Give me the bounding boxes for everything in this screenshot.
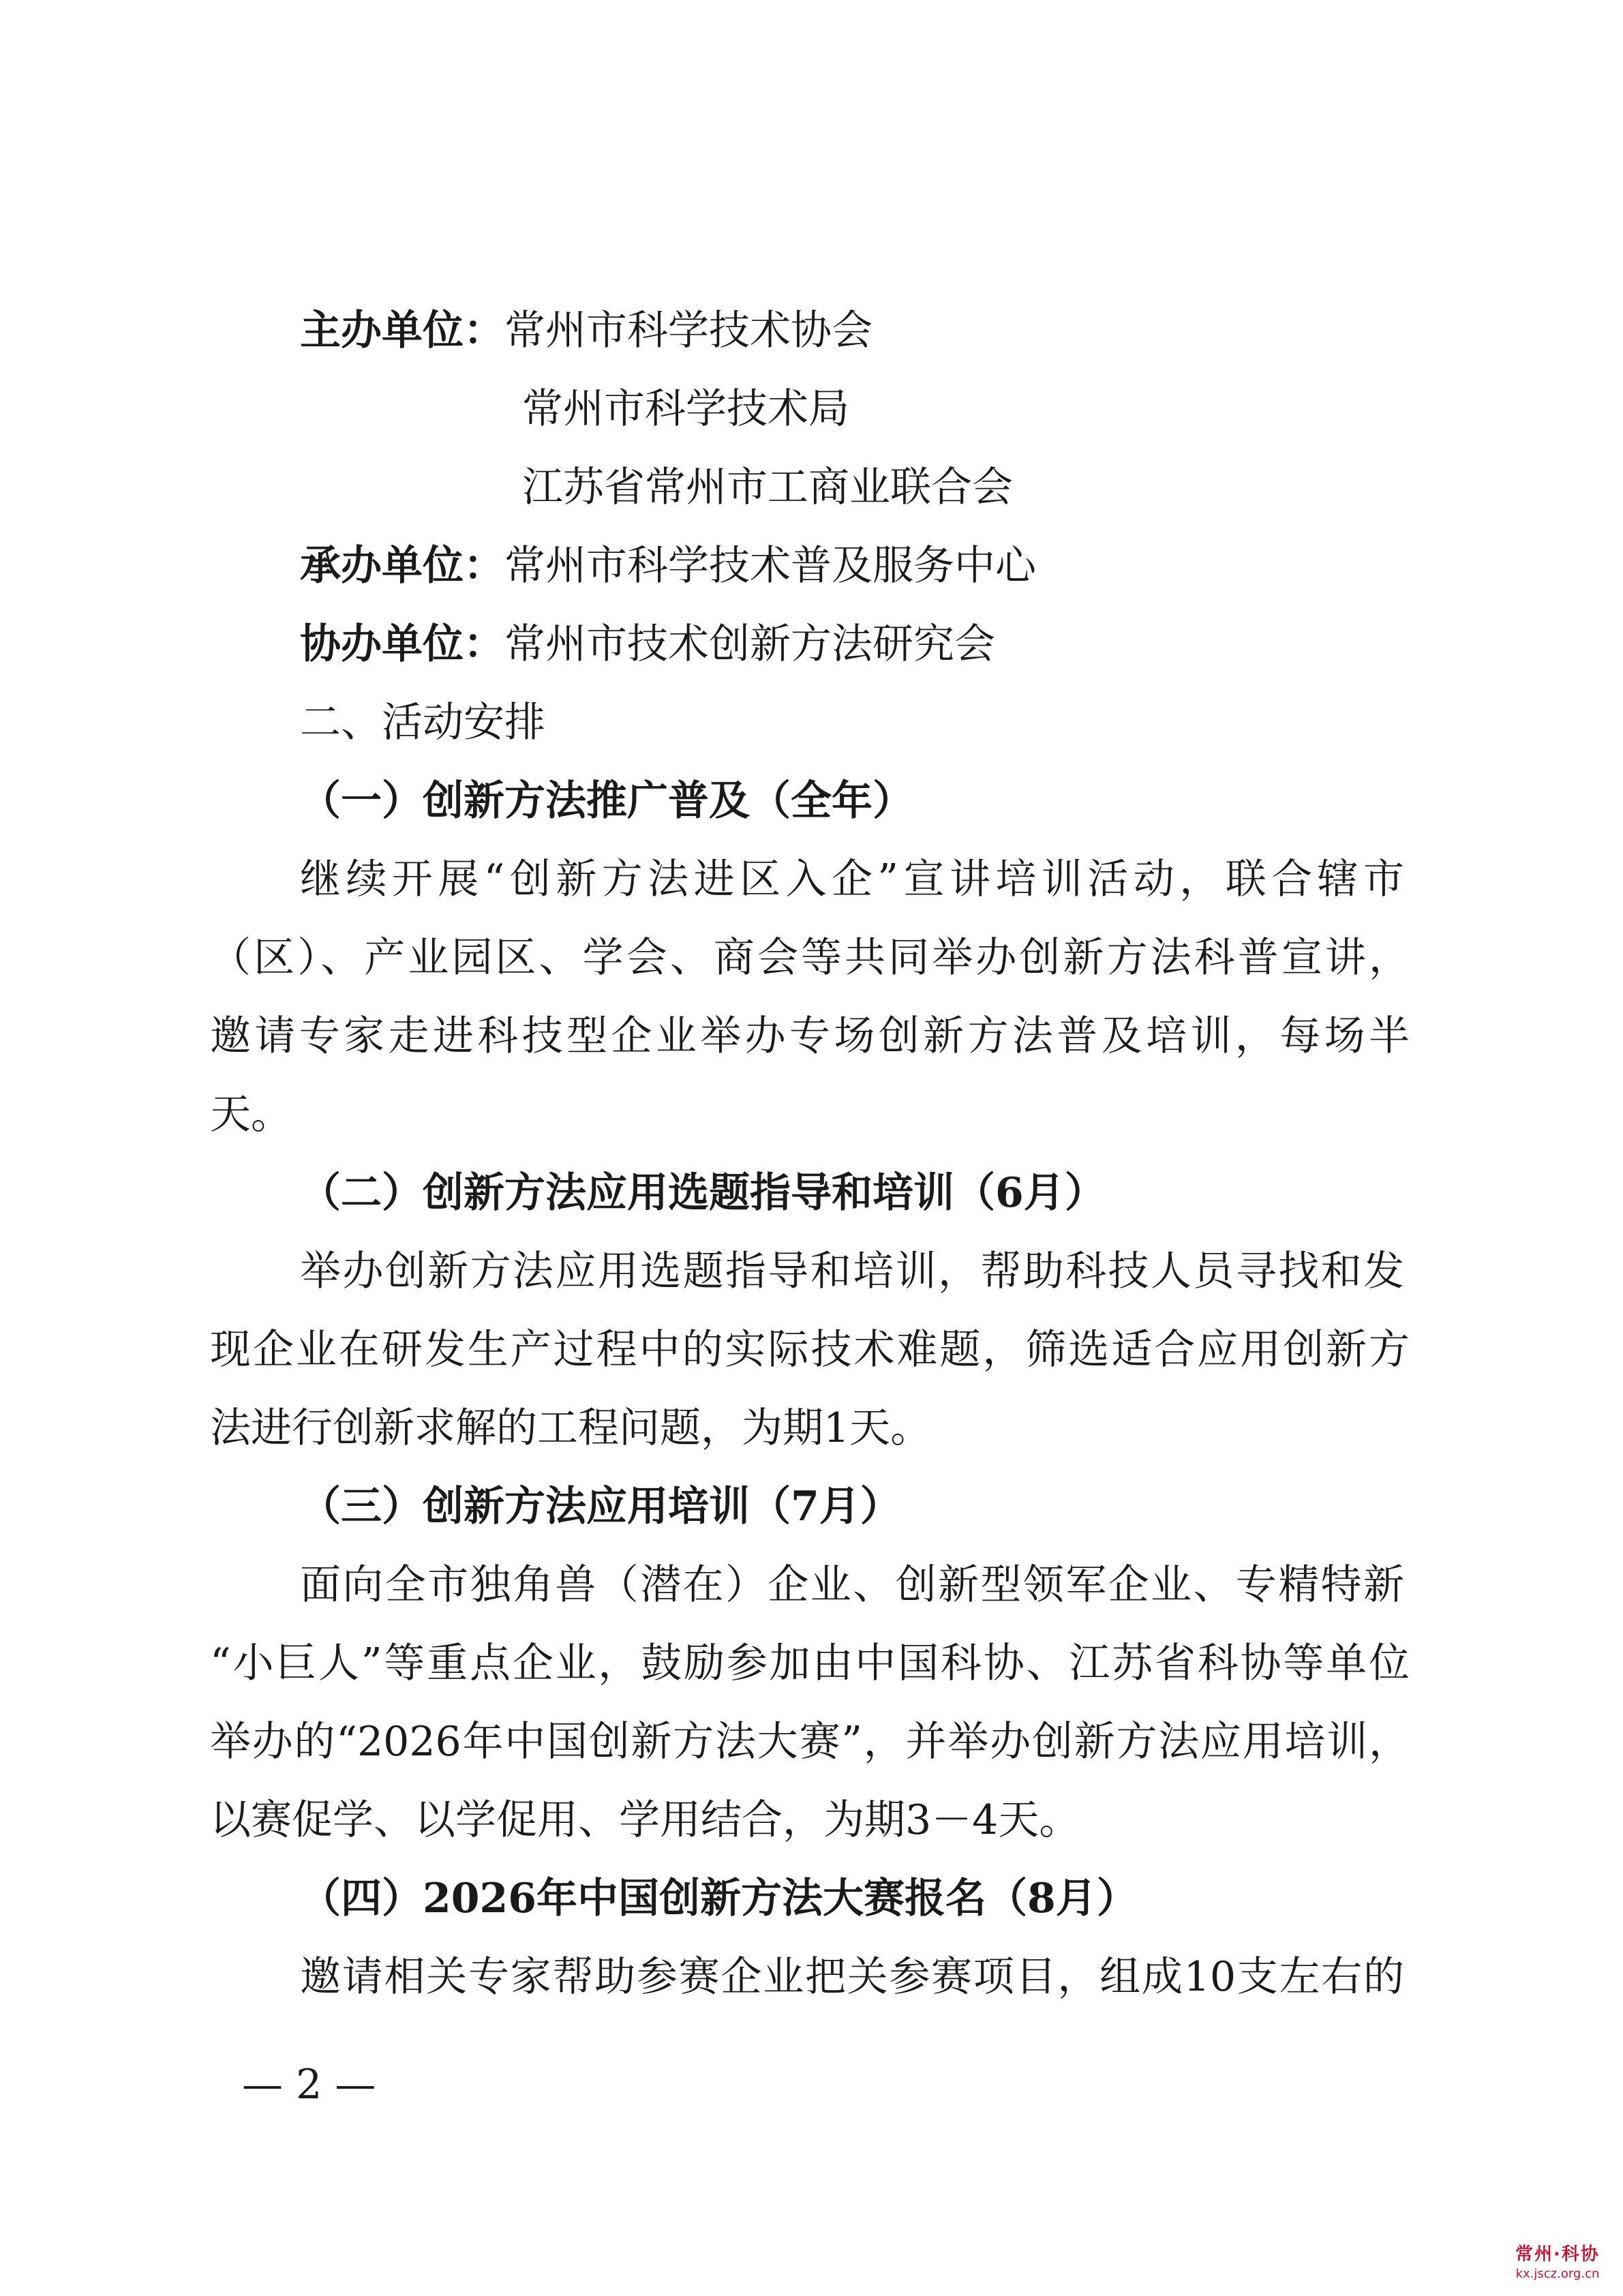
undertaker-unit: 常州市科学技术普及服务中心	[504, 542, 1036, 590]
co-organizer-label: 协办单位：	[300, 620, 504, 668]
page-number: — 2 —	[242, 2061, 376, 2109]
item-1-line-3: 邀请专家走进科技型企业举办专场创新方法普及培训，每场半	[210, 1012, 1410, 1060]
item-2-line-1: 举办创新方法应用选题指导和培训，帮助科技人员寻找和发	[300, 1248, 1404, 1295]
item-1-line-2: （区）、产业园区、学会、商会等共同举办创新方法科普宣讲，	[210, 934, 1410, 982]
item-2-line-2: 现企业在研发生产过程中的实际技术难题，筛选适合应用创新方	[210, 1326, 1410, 1374]
section-heading: 二、活动安排	[300, 699, 545, 746]
item-3-line-1: 面向全市独角兽（潜在）企业、创新型领军企业、专精特新	[300, 1561, 1404, 1609]
undertaker-row	[300, 539, 1036, 593]
item-3-line-3: 举办的“2026年中国创新方法大赛”，并举办创新方法应用培训，	[210, 1718, 1410, 1766]
co-organizer-row	[300, 617, 995, 671]
item-1-heading: （一）创新方法推广普及（全年）	[300, 777, 913, 825]
watermark-title: 常州·科协	[1515, 2244, 1600, 2265]
item-2-heading: （二）创新方法应用选题指导和培训（6月）	[300, 1169, 1106, 1217]
item-1-line-4: 天。	[210, 1091, 292, 1138]
undertaker-label: 承办单位：	[300, 542, 504, 590]
site-watermark	[1500, 2243, 1616, 2282]
watermark-url: kx.jscz.org.cn	[1515, 2267, 1600, 2281]
host-unit-2: 常州市科学技术局	[522, 385, 849, 433]
host-unit-1: 常州市科学技术协会	[504, 307, 873, 354]
host-unit-label: 主办单位：	[300, 307, 504, 354]
co-organizer-unit: 常州市技术创新方法研究会	[504, 620, 995, 668]
host-unit-3: 江苏省常州市工商业联合会	[522, 464, 1013, 511]
host-unit-row	[300, 303, 873, 358]
item-3-line-4: 以赛促学、以学促用、学用结合，为期3－4天。	[210, 1796, 1080, 1844]
item-3-heading: （三）创新方法应用培训（7月）	[300, 1483, 901, 1530]
item-2-line-3: 法进行创新求解的工程问题，为期1天。	[210, 1404, 932, 1452]
item-4-heading: （四）2026年中国创新方法大赛报名（8月）	[300, 1875, 1138, 1922]
item-3-line-2: “小巨人”等重点企业，鼓励参加由中国科协、江苏省科协等单位	[210, 1640, 1410, 1687]
item-4-line-1: 邀请相关专家帮助参赛企业把关参赛项目，组成10支左右的	[300, 1953, 1404, 2001]
item-1-line-1: 继续开展“创新方法进区入企”宣讲培训活动，联合辖市	[300, 856, 1404, 903]
